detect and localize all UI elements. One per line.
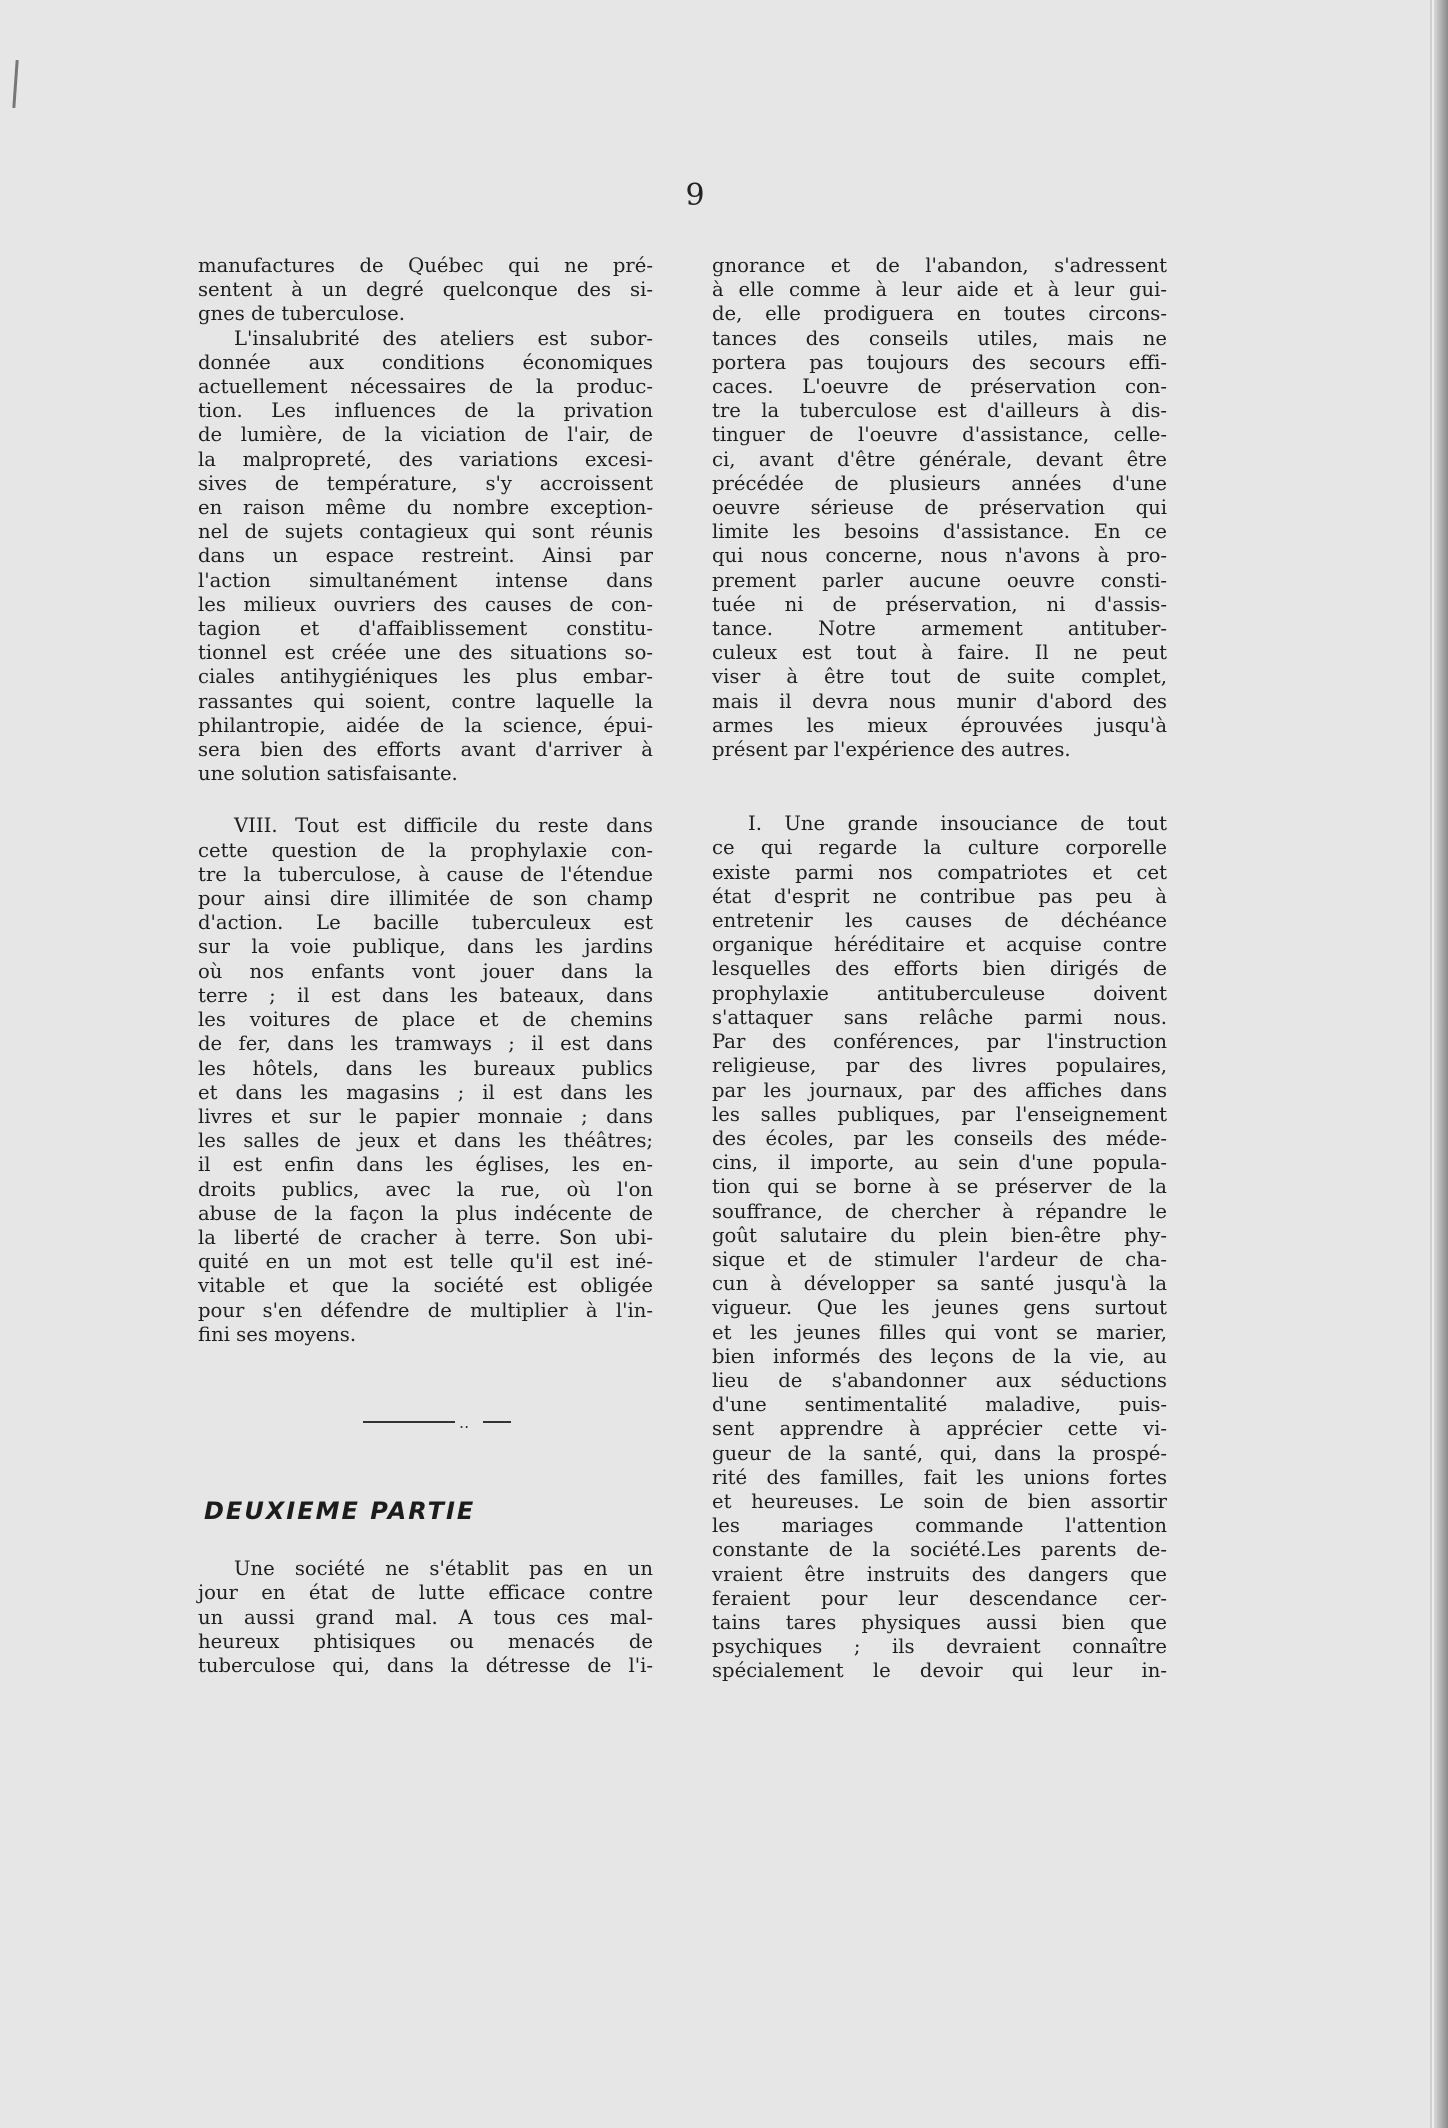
text-line: religieuse, par des livres populaires, <box>712 1054 1167 1078</box>
text-line: tagion et d'affaiblissement constitu- <box>198 617 653 641</box>
text-line: et les jeunes filles qui vont se marier, <box>712 1320 1167 1344</box>
text-line: goût salutaire du plein bien-être phy- <box>712 1223 1167 1247</box>
text-line: gueur de la santé, qui, dans la prospé- <box>712 1441 1167 1465</box>
text-line: portera pas toujours des secours effi- <box>712 350 1167 374</box>
text-line: vraient être instruits des dangers que <box>712 1562 1167 1586</box>
text-line: et heureuses. Le soin de bien assortir <box>712 1489 1167 1513</box>
text-line: les salles publiques, par l'enseignement <box>712 1102 1167 1126</box>
text-line: les voitures de place et de chemins <box>198 1008 653 1032</box>
text-line: entretenir les causes de déchéance <box>712 909 1167 933</box>
paragraph <box>198 254 653 327</box>
text-line: abuse de la façon la plus indécente de <box>198 1201 653 1225</box>
text-line: manufactures de Québec qui ne pré- <box>198 254 653 277</box>
text-line: où nos enfants vont jouer dans la <box>198 959 653 983</box>
text-line: tre la tuberculose, à cause de l'étendue <box>198 862 653 886</box>
text-line: un aussi grand mal. A tous ces mal- <box>198 1605 653 1629</box>
text-line: pour s'en défendre de multiplier à l'in- <box>198 1298 653 1322</box>
right-column <box>712 254 1167 1684</box>
text-line: tion. Les influences de la privation <box>198 399 653 423</box>
text-line: pour ainsi dire illimitée de son champ <box>198 887 653 911</box>
paragraph <box>198 327 653 787</box>
page-edge-shadow <box>1434 0 1448 2128</box>
text-line: sives de température, s'y accroissent <box>198 471 653 495</box>
text-line: philantropie, aidée de la science, épui- <box>198 713 653 737</box>
section-heading: DEUXIEME PARTIE <box>204 1496 476 1525</box>
text-line: psychiques ; ils devraient connaître <box>712 1635 1167 1659</box>
text-line: les salles de jeux et dans les théâtres; <box>198 1129 653 1153</box>
text-line: caces. L'oeuvre de préservation con- <box>712 375 1167 399</box>
text-line: constante de la société.Les parents de- <box>712 1538 1167 1562</box>
text-line: armes les mieux éprouvées jusqu'à <box>712 713 1167 737</box>
text-line: cun à développer sa santé jusqu'à la <box>712 1272 1167 1296</box>
paragraph <box>198 1557 653 1678</box>
text-line: les mariages commande l'attention <box>712 1514 1167 1538</box>
text-line: des écoles, par les conseils des méde- <box>712 1126 1167 1150</box>
text-line: de, elle prodiguera en toutes circons- <box>712 302 1167 326</box>
page-number: 9 <box>685 178 705 213</box>
text-line: tances des conseils utiles, mais ne <box>712 326 1167 350</box>
text-line: jour en état de lutte efficace contre <box>198 1581 653 1605</box>
text-line: spécialement le devoir qui leur in- <box>712 1659 1167 1683</box>
text-line: oeuvre sérieuse de préservation qui <box>712 496 1167 520</box>
text-line: organique héréditaire et acquise contre <box>712 933 1167 957</box>
text-line: précédée de plusieurs années d'une <box>712 471 1167 495</box>
text-line: droits publics, avec la rue, où l'on <box>198 1177 653 1201</box>
text-line: vitable et que la société est obligée <box>198 1274 653 1298</box>
text-line: L'insalubrité des ateliers est subor- <box>234 326 653 350</box>
text-line: feraient pour leur descendance cer- <box>712 1586 1167 1610</box>
text-line: à elle comme à leur aide et à leur gui- <box>712 278 1167 302</box>
text-line: s'attaquer sans relâche parmi nous. <box>712 1005 1167 1029</box>
text-line: Une société ne s'établit pas en un <box>234 1557 653 1581</box>
text-line: de fer, dans les tramways ; il est dans <box>198 1032 653 1056</box>
text-line: vigueur. Que les jeunes gens surtout <box>712 1296 1167 1320</box>
text-line: cins, il importe, au sein d'une popula- <box>712 1151 1167 1175</box>
separator-rule <box>483 1421 511 1423</box>
paragraph <box>712 812 1167 1683</box>
text-line: Par des conférences, par l'instruction <box>712 1030 1167 1054</box>
paragraph <box>712 254 1167 762</box>
text-line: cette question de la prophylaxie con- <box>198 838 653 862</box>
text-line: et dans les magasins ; il est dans les <box>198 1080 653 1104</box>
text-line: existe parmi nos compatriotes et cet <box>712 860 1167 884</box>
text-line: sur la voie publique, dans les jardins <box>198 935 653 959</box>
text-line: tionnel est créée une des situations so- <box>198 641 653 665</box>
text-line: tion qui se borne à se préserver de la <box>712 1175 1167 1199</box>
text-line: rassantes qui soient, contre laquelle la <box>198 689 653 713</box>
text-line: ciales antihygiéniques les plus embar- <box>198 665 653 689</box>
separator-dots: .. <box>459 1412 470 1432</box>
text-line: donnée aux conditions économiques <box>198 350 653 374</box>
text-line: lesquelles des efforts bien dirigés de <box>712 957 1167 981</box>
text-line: en raison même du nombre exception- <box>198 496 653 520</box>
text-line: nel de sujets contagieux qui sont réunis <box>198 520 653 544</box>
text-line: heureux phtisiques ou menacés de <box>198 1629 653 1653</box>
section-separator <box>198 1391 653 1451</box>
text-line: souffrance, de chercher à répandre le <box>712 1199 1167 1223</box>
text-line: sera bien des efforts avant d'arriver à <box>198 738 653 762</box>
text-line: d'une sentimentalité maladive, puis- <box>712 1393 1167 1417</box>
text-line: il est enfin dans les églises, les en- <box>198 1153 653 1177</box>
text-line: présent par l'expérience des autres. <box>712 738 1071 762</box>
text-line: culeux est tout à faire. Il ne peut <box>712 641 1167 665</box>
text-line: livres et sur le papier monnaie ; dans <box>198 1104 653 1128</box>
text-line: sent apprendre à apprécier cette vi- <box>712 1417 1167 1441</box>
text-line: quité en un mot est telle qu'il est iné- <box>198 1250 653 1274</box>
text-line: l'action simultanément intense dans <box>198 568 653 592</box>
text-line: mais il devra nous munir d'abord des <box>712 689 1167 713</box>
text-line: tuberculose qui, dans la détresse de l'i- <box>198 1653 653 1677</box>
left-column <box>198 254 653 1678</box>
text-line: tains tares physiques aussi bien que <box>712 1610 1167 1634</box>
text-line: fini ses moyens. <box>198 1322 357 1346</box>
separator-rule <box>363 1421 455 1423</box>
text-line: de lumière, de la viciation de l'air, de <box>198 423 653 447</box>
paragraph <box>198 814 653 1346</box>
text-line: gnorance et de l'abandon, s'adressent <box>712 254 1167 277</box>
text-line: actuellement nécessaires de la produc- <box>198 375 653 399</box>
text-line: terre ; il est dans les bateaux, dans <box>198 983 653 1007</box>
text-line: ce qui regarde la culture corporelle <box>712 836 1167 860</box>
text-line: qui nous concerne, nous n'avons à pro- <box>712 544 1167 568</box>
text-line: prement parler aucune oeuvre consti- <box>712 568 1167 592</box>
text-line: la liberté de cracher à terre. Son ubi- <box>198 1225 653 1249</box>
text-line: sentent à un degré quelconque des si- <box>198 278 653 302</box>
text-line: les milieux ouvriers des causes de con- <box>198 592 653 616</box>
text-line: viser à être tout de suite complet, <box>712 665 1167 689</box>
text-line: VIII. Tout est difficile du reste dans <box>234 814 653 838</box>
text-line: rité des familles, fait les unions fortes <box>712 1465 1167 1489</box>
paragraph-gap <box>712 762 1167 812</box>
text-line: tance. Notre armement antituber- <box>712 617 1167 641</box>
text-line: tre la tuberculose est d'ailleurs à dis- <box>712 399 1167 423</box>
text-line: prophylaxie antituberculeuse doivent <box>712 981 1167 1005</box>
text-line: gnes de tuberculose. <box>198 302 405 326</box>
text-line: tinguer de l'oeuvre d'assistance, celle- <box>712 423 1167 447</box>
text-line: bien informés des leçons de la vie, au <box>712 1344 1167 1368</box>
text-line: tuée ni de préservation, ni d'assis- <box>712 592 1167 616</box>
paragraph-gap <box>198 786 653 814</box>
text-line: la malpropreté, des variations excesi- <box>198 447 653 471</box>
text-line: ci, avant d'être générale, devant être <box>712 447 1167 471</box>
text-line: état d'esprit ne contribue pas peu à <box>712 884 1167 908</box>
text-line: les hôtels, dans les bureaux publics <box>198 1056 653 1080</box>
text-line: par les journaux, par des affiches dans <box>712 1078 1167 1102</box>
text-line: d'action. Le bacille tuberculeux est <box>198 911 653 935</box>
text-line: lieu de s'abandonner aux séductions <box>712 1368 1167 1392</box>
text-line: une solution satisfaisante. <box>198 762 458 786</box>
text-line: limite les besoins d'assistance. En ce <box>712 520 1167 544</box>
text-line: I. Une grande insouciance de tout <box>748 812 1167 836</box>
text-line: sique et de stimuler l'ardeur de cha- <box>712 1247 1167 1271</box>
text-line: dans un espace restreint. Ainsi par <box>198 544 653 568</box>
